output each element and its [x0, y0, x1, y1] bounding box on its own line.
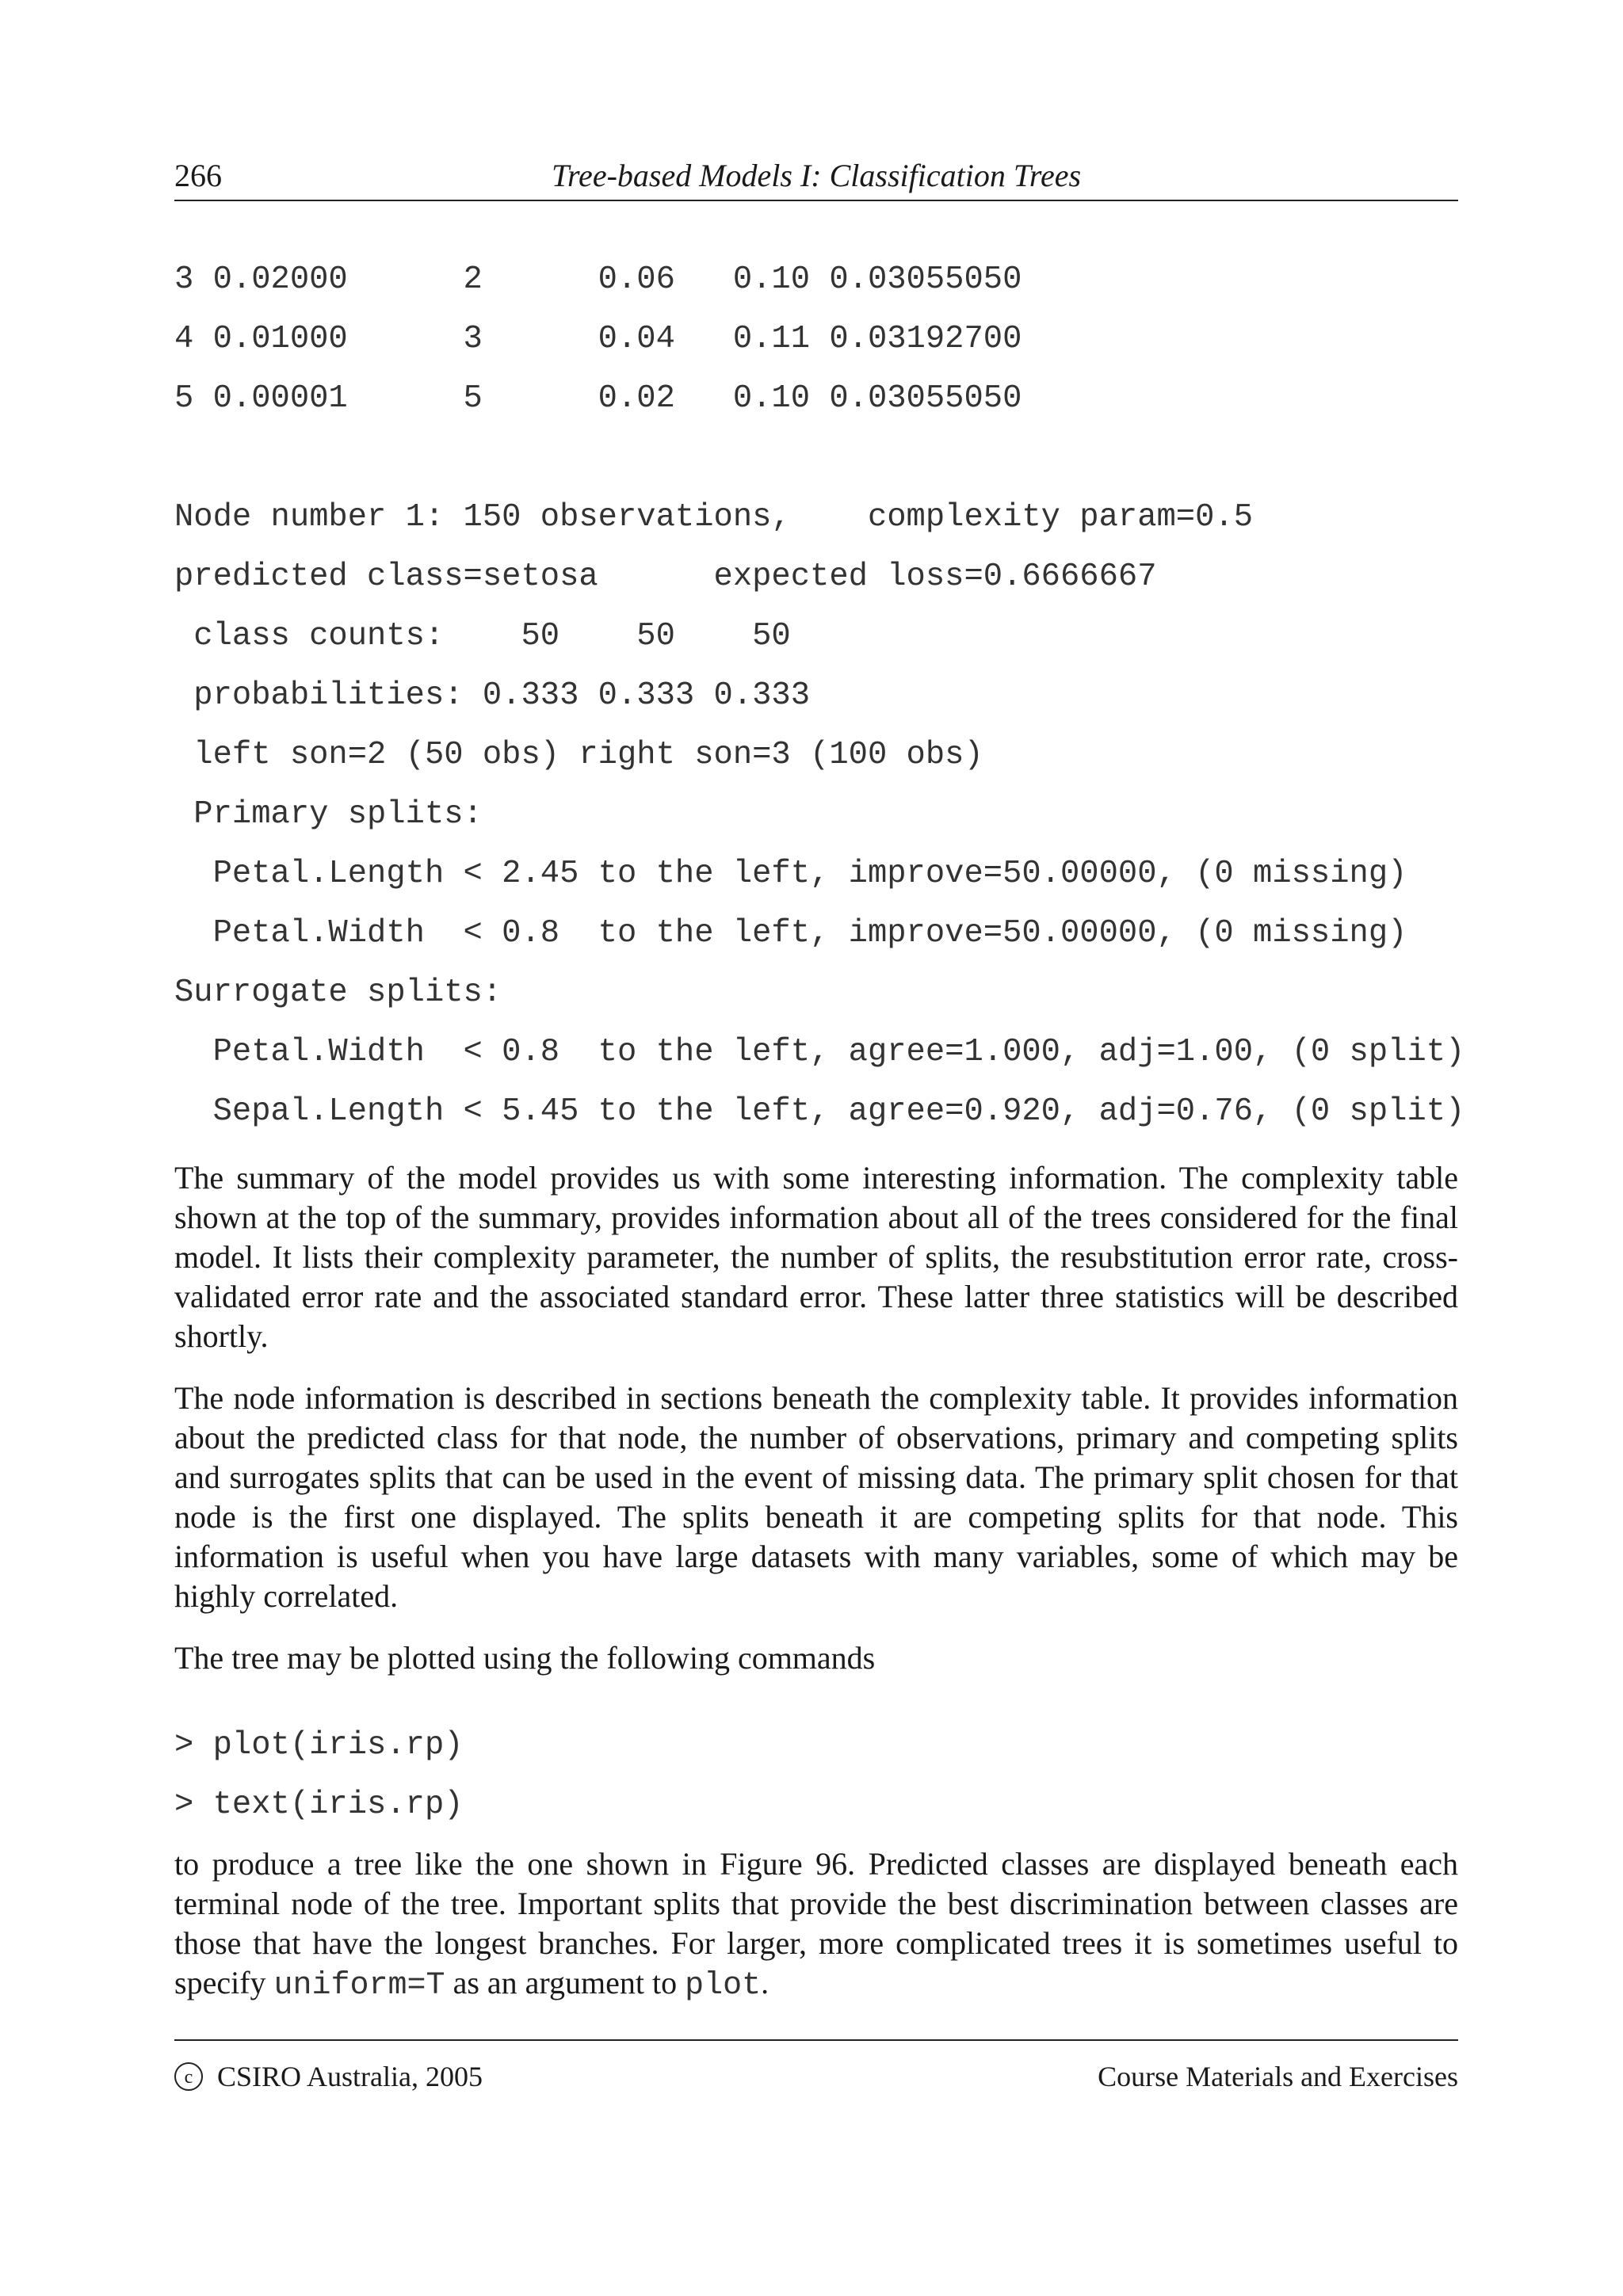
node-output-line: Node number 1: 150 observations, complexity param=0.5: [174, 499, 1254, 536]
node-output-line: Sepal.Length < 5.45 to the left, agree=0.920, adj=0.76, (0 split): [174, 1093, 1465, 1130]
inline-code: plot: [685, 1968, 762, 2004]
node-output-line: predicted class=setosa expected loss=0.6666667: [174, 559, 1157, 595]
page-header: [174, 152, 1458, 201]
paragraph-text: as an argument to: [445, 1965, 685, 2000]
paragraph-node-info: The node information is described in sections beneath the complexity table. It provides information about the predicted class for that node, the number of observations, primary and competing splits and surrogates splits that can be used in the event of missing data. The primary split chosen for that node is the first one displayed. The splits beneath it are competing splits for that node. This information is useful when you have large datasets with many variables, some of which may be highly correlated.: [174, 1380, 1458, 1614]
paragraph-summary: The summary of the model provides us with some interesting information. The complexity table shown at the top of the summary, provides information about all of the trees considered for the final model. It lists their complexity parameter, the number of splits, the resubstitution error rate, cross-validated error rate and the associated standard error. These latter three statistics will be described shortly.: [174, 1160, 1458, 1354]
command-line: > plot(iris.rp): [174, 1727, 464, 1764]
command-line: > text(iris.rp): [174, 1787, 464, 1823]
cp-table-row: 4 0.01000 3 0.04 0.11 0.03192700: [174, 321, 1022, 357]
node-output-line: Primary splits:: [174, 796, 483, 833]
node-output-line: probabilities: 0.333 0.333 0.333: [174, 677, 811, 714]
footer-copyright: CSIRO Australia, 2005: [217, 2061, 483, 2092]
node-output-line: Petal.Width < 0.8 to the left, agree=1.000, adj=1.00, (0 split): [174, 1034, 1465, 1070]
paragraph-plot-intro: The tree may be plotted using the following commands: [174, 1640, 876, 1676]
node-output-line: Surrogate splits:: [174, 974, 502, 1011]
inline-code: uniform=T: [273, 1968, 445, 2004]
cp-table-row: 5 0.00001 5 0.02 0.10 0.03055050: [174, 380, 1022, 417]
node-output-line: class counts: 50 50 50: [174, 618, 791, 654]
footer-rule: [174, 2039, 1458, 2041]
paragraph-text: .: [761, 1965, 769, 2000]
running-head: Tree-based Models I: Classification Trees: [551, 158, 1082, 193]
page-number: 266: [174, 158, 222, 193]
paragraph-text: to produce a tree like the one shown in Figure 96. Predicted classes are displayed beneath each terminal node of the tree. Important splits that provide the best discrimination between classes are those that have the longest branches. For larger, more complicated trees it is sometimes useful to specify: [174, 1846, 1458, 2000]
copyright-icon: c: [174, 2062, 203, 2091]
node-output-line: left son=2 (50 obs) right son=3 (100 obs): [174, 737, 983, 773]
paragraph-figure-description: [174, 1844, 1458, 2006]
node-output-line: Petal.Width < 0.8 to the left, improve=50.00000, (0 missing): [174, 915, 1407, 952]
footer-left: [174, 2060, 483, 2093]
cp-table-row: 3 0.02000 2 0.06 0.10 0.03055050: [174, 261, 1022, 298]
node-output-line: Petal.Length < 2.45 to the left, improve=50.00000, (0 missing): [174, 856, 1407, 892]
footer-right: Course Materials and Exercises: [1098, 2061, 1458, 2092]
